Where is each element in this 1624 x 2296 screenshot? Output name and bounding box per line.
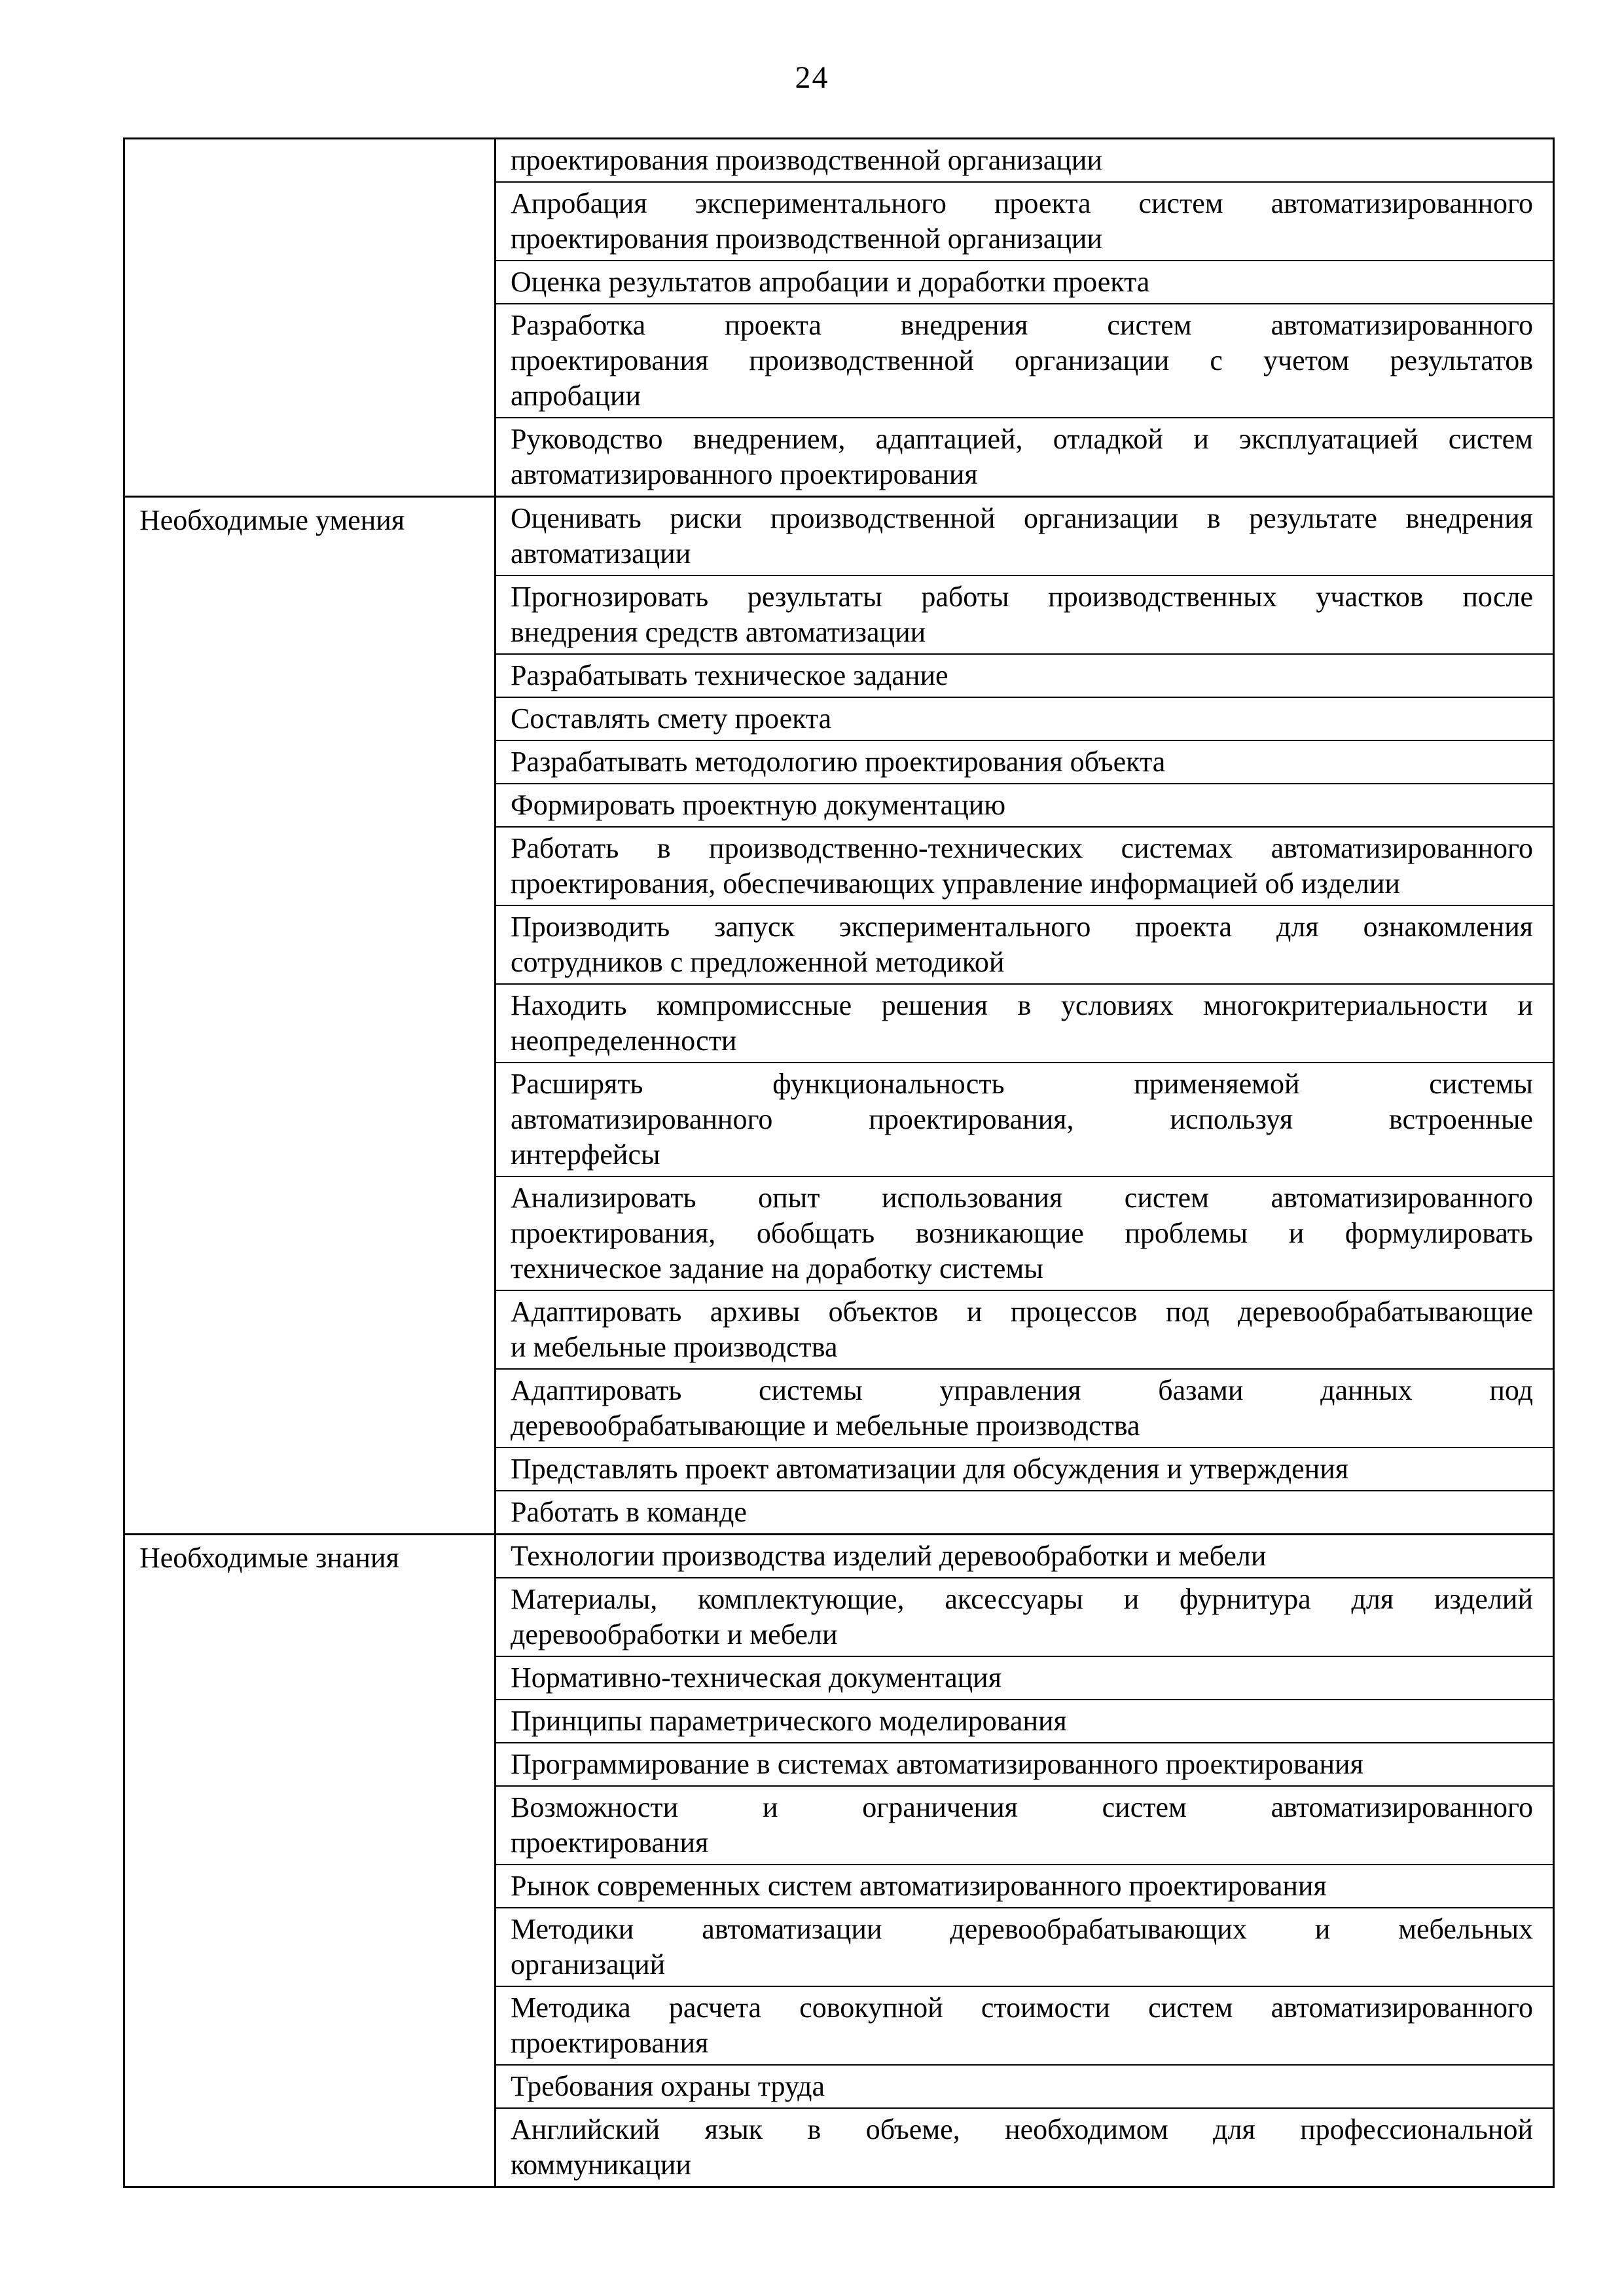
text-line: Возможности и ограничения систем автоматизированного bbox=[511, 1791, 1533, 1823]
table-row bbox=[496, 260, 1553, 303]
table-row bbox=[496, 303, 1553, 417]
text-line: Материалы, комплектующие, аксессуары и фурнитура для изделий bbox=[511, 1583, 1533, 1615]
text-line: проектирования, обеспечивающих управление информацией об изделии bbox=[511, 867, 1400, 900]
text-line: организаций bbox=[511, 1948, 666, 1980]
text-line: Представлять проект автоматизации для обсуждения и утверждения bbox=[511, 1453, 1348, 1485]
table-row bbox=[496, 1577, 1553, 1656]
table-group bbox=[125, 139, 1553, 496]
table-row bbox=[496, 826, 1553, 905]
table-row bbox=[496, 2107, 1553, 2186]
table-row bbox=[496, 2064, 1553, 2107]
table-row bbox=[496, 1290, 1553, 1368]
rows-column bbox=[496, 1535, 1553, 2186]
table-row bbox=[496, 653, 1553, 697]
text-line: неопределенности bbox=[511, 1025, 737, 1057]
text-line: проектирования, обобщать возникающие проблемы и формулировать bbox=[511, 1217, 1533, 1249]
table-row bbox=[496, 417, 1553, 496]
text-line: Анализировать опыт использования систем автоматизированного bbox=[511, 1182, 1533, 1214]
table-row bbox=[496, 1785, 1553, 1864]
document-table bbox=[123, 137, 1555, 2188]
text-line: Принципы параметрического моделирования bbox=[511, 1705, 1067, 1737]
text-line: Формировать проектную документацию bbox=[511, 789, 1006, 821]
table-group bbox=[125, 1533, 1553, 2186]
table-group bbox=[125, 496, 1553, 1533]
table-row bbox=[496, 498, 1553, 575]
text-line: Составлять смету проекта bbox=[511, 702, 832, 735]
table-row bbox=[496, 1535, 1553, 1577]
table-row bbox=[496, 1864, 1553, 1907]
row-header-cell bbox=[125, 139, 496, 496]
row-header-cell: Необходимые знания bbox=[125, 1535, 496, 2186]
page-number: 24 bbox=[795, 60, 829, 95]
text-line: Оценивать риски производственной организации в результате внедрения bbox=[511, 502, 1533, 534]
text-line: проектирования производственной организации bbox=[511, 144, 1102, 176]
text-line: апробации bbox=[511, 380, 641, 412]
text-line: Рынок современных систем автоматизированного проектирования bbox=[511, 1870, 1327, 1902]
table-row bbox=[496, 1986, 1553, 2064]
table-row bbox=[496, 1368, 1553, 1447]
table-row bbox=[496, 139, 1553, 181]
text-line: Требования охраны труда bbox=[511, 2070, 825, 2102]
text-line: сотрудников с предложенной методикой bbox=[511, 946, 1005, 978]
row-header-cell: Необходимые умения bbox=[125, 498, 496, 1533]
table-row bbox=[496, 1742, 1553, 1785]
text-line: Работать в команде bbox=[511, 1496, 747, 1528]
text-line: Находить компромиссные решения в условиях многокритериальности и bbox=[511, 989, 1533, 1021]
text-line: Английский язык в объеме, необходимом для профессиональной bbox=[511, 2113, 1533, 2145]
text-line: интерфейсы bbox=[511, 1139, 660, 1171]
text-line: Программирование в системах автоматизированного проектирования bbox=[511, 1748, 1363, 1780]
table-row bbox=[496, 697, 1553, 740]
table-row bbox=[496, 783, 1553, 826]
text-line: Методики автоматизации деревообрабатывающих и мебельных bbox=[511, 1913, 1533, 1945]
table-row bbox=[496, 1062, 1553, 1176]
text-line: проектирования bbox=[511, 2027, 709, 2059]
text-line: Разрабатывать техническое задание bbox=[511, 659, 948, 691]
text-line: Нормативно-техническая документация bbox=[511, 1662, 1001, 1694]
table-row bbox=[496, 740, 1553, 783]
text-line: техническое задание на доработку системы bbox=[511, 1252, 1043, 1285]
text-line: автоматизации bbox=[511, 538, 691, 570]
text-line: Работать в производственно-технических системах автоматизированного bbox=[511, 832, 1533, 864]
text-line: Разрабатывать методологию проектирования объекта bbox=[511, 746, 1166, 778]
table-row bbox=[496, 181, 1553, 260]
text-line: и мебельные производства bbox=[511, 1331, 838, 1363]
table-row bbox=[496, 1907, 1553, 1986]
text-line: деревообработки и мебели bbox=[511, 1618, 838, 1650]
rows-column bbox=[496, 139, 1553, 496]
table-row bbox=[496, 1176, 1553, 1290]
table-row bbox=[496, 905, 1553, 983]
text-line: автоматизированного проектирования, используя встроенные bbox=[511, 1103, 1533, 1135]
text-line: коммуникации bbox=[511, 2149, 691, 2181]
text-line: проектирования производственной организации bbox=[511, 223, 1102, 255]
text-line: Адаптировать системы управления базами данных под bbox=[511, 1374, 1533, 1406]
text-line: Апробация экспериментального проекта систем автоматизированного bbox=[511, 187, 1533, 219]
text-line: деревообрабатывающие и мебельные производства bbox=[511, 1410, 1140, 1442]
text-line: Прогнозировать результаты работы производственных участков после bbox=[511, 581, 1533, 613]
table-row bbox=[496, 1699, 1553, 1742]
text-line: проектирования производственной организации с учетом результатов bbox=[511, 344, 1533, 376]
table-row bbox=[496, 1656, 1553, 1699]
text-line: Адаптировать архивы объектов и процессов под деревообрабатывающие bbox=[511, 1296, 1533, 1328]
text-line: Разработка проекта внедрения систем автоматизированного bbox=[511, 309, 1533, 341]
table-row bbox=[496, 1447, 1553, 1490]
text-line: проектирования bbox=[511, 1827, 709, 1859]
table-row bbox=[496, 575, 1553, 653]
table-row bbox=[496, 983, 1553, 1062]
text-line: Методика расчета совокупной стоимости систем автоматизированного bbox=[511, 1992, 1533, 2024]
text-line: внедрения средств автоматизации bbox=[511, 616, 926, 648]
text-line: автоматизированного проектирования bbox=[511, 458, 978, 490]
table-row bbox=[496, 1490, 1553, 1533]
rows-column bbox=[496, 498, 1553, 1533]
text-line: Производить запуск экспериментального проекта для ознакомления bbox=[511, 911, 1533, 943]
text-line: Расширять функциональность применяемой системы bbox=[511, 1068, 1533, 1100]
text-line: Оценка результатов апробации и доработки проекта bbox=[511, 266, 1150, 298]
text-line: Технологии производства изделий деревообработки и мебели bbox=[511, 1540, 1267, 1572]
text-line: Руководство внедрением, адаптацией, отладкой и эксплуатацией систем bbox=[511, 423, 1533, 455]
